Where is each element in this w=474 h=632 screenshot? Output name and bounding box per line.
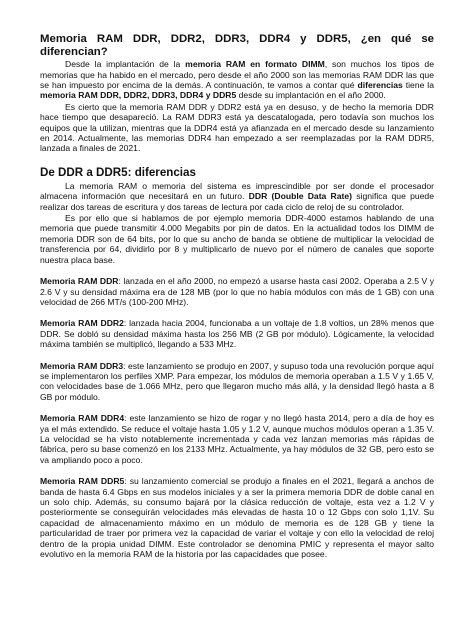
intro1-bold-2: diferencias [357,80,403,90]
intro1-text-4: desde su implantación en el año 2000. [236,90,386,101]
section-heading: De DDR a DDR5: diferencias [40,165,196,179]
document-title: Memoria RAM DDR, DDR2, DDR3, DDR4 y DDR5, ¿en qué se diferencian? [40,33,434,58]
generation-ddr5 [40,476,434,559]
intro1-text-3: tiene la [402,80,434,90]
intro1-bold-1: memoria RAM en formato DIMM [185,59,325,70]
intro-paragraph-1 [40,59,434,101]
generation-ddr3-label: Memoria RAM DDR3 [40,360,124,371]
generation-ddr5-text: : su lanzamiento comercial se produjo a finales en el 2021, llegará a anchos de banda de hasta 6.4 Gbps en sus modelos iniciales y a ser la primera memoria DDR de doble canal en un solo chip. Además, su consumo bajará por la clásica reducción de voltaje, esta vez a 1.2 V y posteriormente se conseguirán velocidades más elevadas de hasta 10 o 12 Gbps con solo 1,1V. Su capacidad de almacenamiento máximo en un módulo de memoria es de 128 GB y tiene la particularidad de traer por primera vez la capacidad de variar el voltaje y con ello la velocidad de reloj dentro de la propia unidad DIMM. Este controlador se denomina PMIC y representa el mayor salto evolutivo en la memoria RAM de la historia por las capacidades que posee. [40,476,434,560]
generation-ddr2-label: Memoria RAM DDR2 [40,318,124,329]
generation-ddr5-label: Memoria RAM DDR5 [40,476,125,487]
generation-ddr2 [40,318,434,349]
intro-paragraph-2: Es cierto que la memoria RAM DDR y DDR2 está ya en desuso, y de hecho la memoria DDR hace tiempo que desapareció. La RAM DDR3 está ya descatalogada, pero todavía son muchos los equipos que la utilizan, mientras que la DDR4 está ya afianzada en el mercado desde su lanzamiento en 2014. Actualmente, las memorias DDR4 han empezado a ser reemplazadas por la RAM DDR5, lanzada a finales de 2021. [40,101,434,154]
diff-paragraph-1 [40,181,434,212]
generation-ddr2-text: : lanzada hacia 2004, funcionaba a un voltaje de 1.8 voltios, un 28% menos que DDR. Se dobló su densidad máxima hasta los 256 MB (2 GB por módulo). Lógicamente, la velocidad máxima también se multiplicó, llegando a 533 MHz. [40,318,434,350]
generation-ddr-label: Memoria RAM DDR [40,276,119,287]
generation-ddr4-label: Memoria RAM DDR4 [40,413,125,424]
generation-ddr4 [40,413,434,465]
generation-ddr-text: : lanzada en el año 2000, no empezó a usarse hasta casi 2002. Operaba a 2.5 V y 2.6 V y su densidad máxima era de 128 MB (por lo que no había módulos con más de 1 GB) con una velocidad de 266 MT/s (100-200 MHz). [40,276,434,307]
diff1-bold-1: DDR (Double Data Rate) [248,191,353,202]
generation-ddr3-text: : este lanzamiento se produjo en 2007, y supuso toda una revolución porque aquí se implementaron los perfiles XMP. Para empezar, los módulos de memoria operaban a 1.5 V y 1.65 V, con velocidades base de 1.066 MHz, pero que llegaron mucho más allá, y la densidad llegó hasta a 8 GB por módulo. [40,360,434,402]
diff-paragraph-2: Es por ello que si hablamos de por ejemplo memoria DDR-4000 estamos hablando de una memoria que puede transmitir 4.000 Megabits por pin de datos. En la actualidad todos los DIMM de memoria DDR son de 64 bits, por lo que su ancho de banda se obtiene de multiplicar la velocidad de transferencia por 64, dividirlo por 8 y multiplicarlo de nuevo por el número de canales que soporte nuestra placa base. [40,213,434,265]
generation-ddr4-text: : este lanzamiento se hizo de rogar y no llegó hasta 2014, pero a día de hoy es ya el más extendido. Se reduce el voltaje hasta 1.05 y 1.2 V, aunque muchos módulos operan a 1.35 V. La velocidad se ha visto notablemente incrementada y cada vez lanzan memorias más rápidas de fábrica, pero su base comenzó en los 2133 MHz. Actualmente, ya hay módulos de 32 GB, pero esto se va ampliando poco a poco. [40,413,434,465]
diff1-text-2: significa que puede realizar dos tareas de escritura y dos tareas de lectura por cada ciclo de reloj de su controlador. [40,191,434,212]
intro1-text-2: , son muchos los tipos de memorias que ha habido en el mercado, pero desde el año 2000 son las memorias RAM DDR las que se han impuesto por encima de la demás. A continuación, te vamos a contar qué [40,59,434,90]
diff1-text-1: La memoria RAM o memoria del sistema es imprescindible por ser donde el procesador almacena información que necesitará en un futuro. [40,180,434,202]
generation-ddr3 [40,361,434,403]
generation-ddr [40,276,434,307]
intro1-text-1: Desde la implantación de la [65,59,186,70]
intro1-bold-3: memoria RAM DDR, DDR2, DDR3, DDR4 y DDR5 [40,90,237,101]
